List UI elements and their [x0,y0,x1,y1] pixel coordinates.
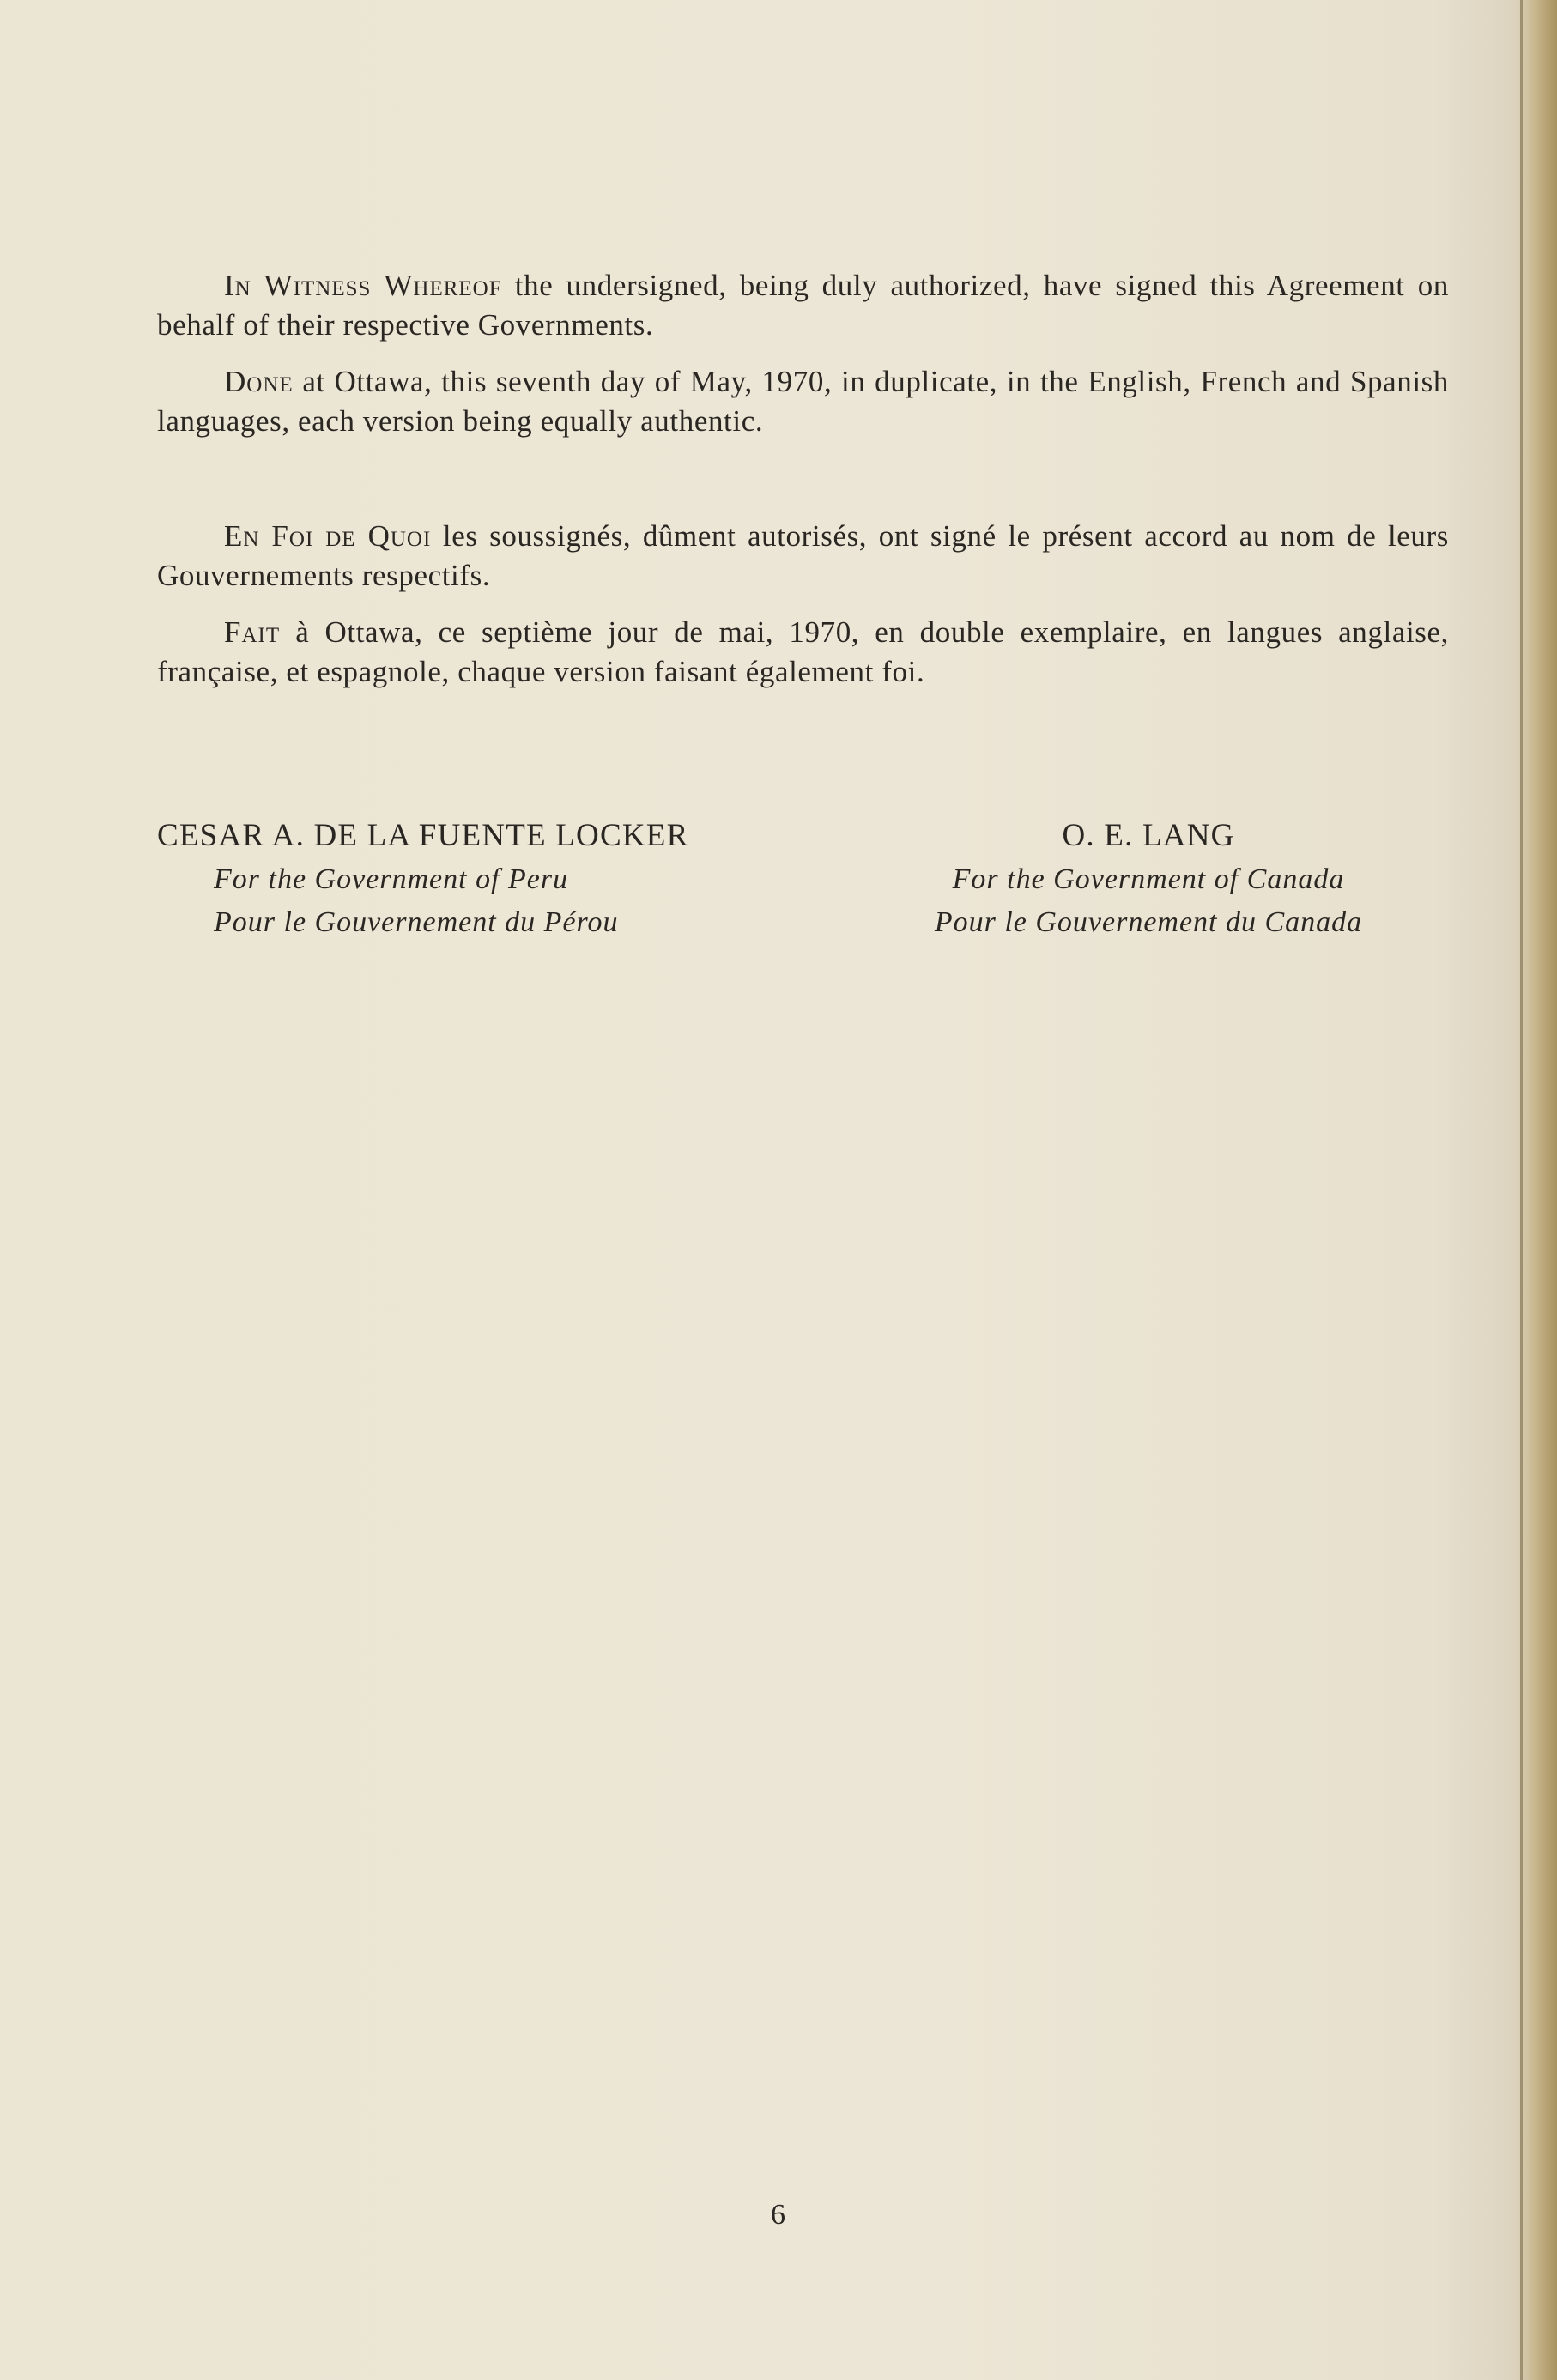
french-done-paragraph [157,613,1449,692]
french-witness-text: les soussignés, dûment autorisés, ont signé le présent accord au nom de leurs Gouvernements respectifs. [157,519,1449,592]
signatory-role-french: Pour le Gouvernement du Canada [934,906,1363,938]
english-done-paragraph [157,362,1449,441]
french-done-lead: Fait [224,615,281,649]
english-done-text: at Ottawa, this seventh day of May, 1970, in duplicate, in the English, French and Spanish languages, each version being equally authentic. [157,365,1449,438]
signatory-role-french: Pour le Gouvernement du Pérou [214,906,619,938]
document-body [157,266,1449,709]
binding-line [1520,0,1523,2380]
signatory-name: O. E. LANG [1062,818,1235,853]
signature-section [157,814,1449,944]
signatory-name: CESAR A. DE LA FUENTE LOCKER [157,818,689,853]
english-witness-text: the undersigned, being duly authorized, have signed this Agreement on behalf of their respective Governments. [157,269,1449,342]
signature-block-canada [848,814,1449,944]
french-witness-paragraph [157,517,1449,596]
section-spacer [157,458,1449,517]
signatory-role-english: For the Government of Peru [214,863,569,895]
english-witness-lead: In Witness Whereof [224,269,502,302]
french-witness-lead: En Foi de Quoi [224,519,432,553]
english-witness-paragraph [157,266,1449,345]
signature-block-peru [157,814,809,944]
english-done-lead: Done [224,365,294,398]
signatory-role-english: For the Government of Canada [952,863,1345,895]
page-number: 6 [771,2199,786,2231]
binding-edge [1519,0,1557,2380]
french-done-text: à Ottawa, ce septième jour de mai, 1970, en double exemplaire, en langues anglaise, française, et espagnole, chaque version faisant également foi. [157,615,1449,688]
